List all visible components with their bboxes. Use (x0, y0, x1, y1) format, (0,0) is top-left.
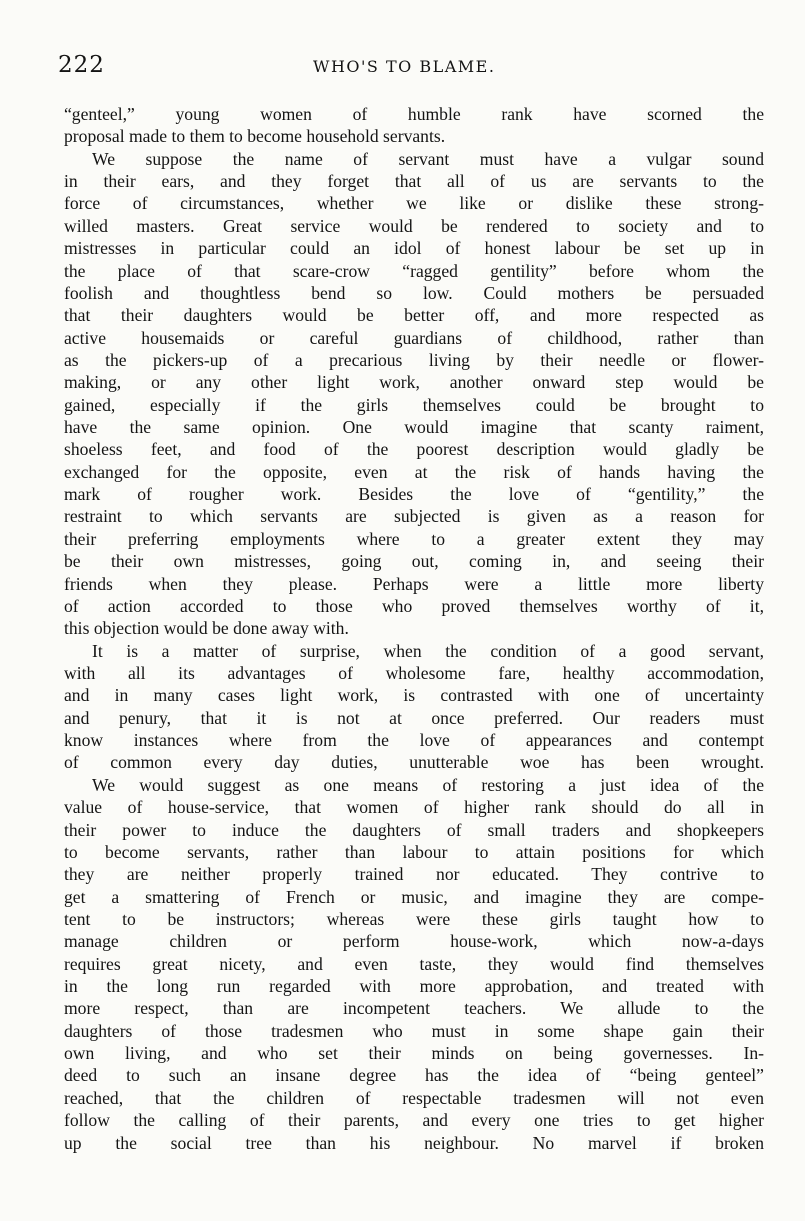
text-line: they are neither properly trained nor educated. They contrive to (64, 864, 764, 885)
text-line: mark of rougher work. Besides the love of “gentility,” the (64, 484, 764, 505)
text-line: making, or any other light work, another onward step would be (64, 372, 764, 393)
text-line: to become servants, rather than labour to attain positions for which (64, 841, 764, 862)
text-line: reached, that the children of respectable tradesmen will not even (64, 1087, 764, 1108)
text-line: mistresses in particular could an idol of honest labour be set up in (64, 238, 764, 259)
text-line: shoeless feet, and food of the poorest description would gladly be (64, 439, 764, 460)
text-line: We would suggest as one means of restoring a just idea of the (92, 774, 764, 795)
text-line: and in many cases light work, is contrasted with one of uncertainty (64, 685, 764, 706)
text-line: manage children or perform house-work, which now-a-days (64, 931, 764, 952)
text-line: their preferring employments where to a greater extent they may (64, 528, 764, 549)
text-line: value of house-service, that women of higher rank should do all in (64, 797, 764, 818)
text-line: daughters of those tradesmen who must in some shape gain their (64, 1020, 764, 1041)
running-head: WHO'S TO BLAME. (313, 57, 496, 76)
text-line: of action accorded to those who proved themselves worthy of it, (64, 595, 764, 616)
text-line: with all its advantages of wholesome fare, healthy accommodation, (64, 662, 764, 683)
text-line: know instances where from the love of appearances and contempt (64, 730, 764, 751)
text-line: have the same opinion. One would imagine that scanty raiment, (64, 417, 764, 438)
text-line: restraint to which servants are subjected is given as a reason for (64, 506, 764, 527)
text-line: follow the calling of their parents, and every one tries to get higher (64, 1110, 764, 1131)
text-line: deed to such an insane degree has the idea of “being genteel” (64, 1065, 764, 1086)
text-line: willed masters. Great service would be rendered to society and to (64, 215, 764, 236)
text-line: in the long run regarded with more approbation, and treated with (64, 976, 764, 997)
text-line: that their daughters would be better off, and more respected as (64, 305, 764, 326)
body-text (64, 103, 764, 1154)
text-line: foolish and thoughtless bend so low. Could mothers be persuaded (64, 282, 764, 303)
text-line: active housemaids or careful guardians of childhood, rather than (64, 327, 764, 348)
text-line: force of circumstances, whether we like or dislike these strong- (64, 193, 764, 214)
text-line: more respect, than are incompetent teachers. We allude to the (64, 998, 764, 1019)
text-line: proposal made to them to become household servants. (64, 126, 446, 147)
text-line: We suppose the name of servant must have a vulgar sound (92, 148, 764, 169)
text-line: exchanged for the opposite, even at the risk of hands having the (64, 461, 764, 482)
text-line: get a smattering of French or music, and imagine they are compe- (64, 886, 764, 907)
page-number: 222 (58, 52, 105, 78)
text-line: “genteel,” young women of humble rank have scorned the (64, 104, 764, 124)
text-line: friends when they please. Perhaps were a little more liberty (64, 573, 764, 594)
text-line: their power to induce the daughters of small traders and shopkeepers (64, 819, 764, 840)
text-line: as the pickers-up of a precarious living by their needle or flower- (64, 349, 764, 370)
text-line: of common every day duties, unutterable woe has been wrought. (64, 752, 764, 773)
text-line: own living, and who set their minds on being governesses. In- (64, 1043, 764, 1064)
text-line: requires great nicety, and even taste, they would find themselves (64, 953, 764, 974)
page-header (58, 52, 762, 82)
text-line: It is a matter of surprise, when the condition of a good servant, (92, 640, 764, 661)
text-line: up the social tree than his neighbour. No marvel if broken (64, 1132, 764, 1153)
text-line: the place of that scare-crow “ragged gentility” before whom the (64, 260, 764, 281)
text-line: tent to be instructors; whereas were these girls taught how to (64, 908, 764, 929)
text-line: be their own mistresses, going out, coming in, and seeing their (64, 551, 764, 572)
text-line: in their ears, and they forget that all of us are servants to the (64, 171, 764, 192)
text-line: gained, especially if the girls themselves could be brought to (64, 394, 764, 415)
text-line: this objection would be done away with. (64, 618, 349, 639)
text-line: and penury, that it is not at once preferred. Our readers must (64, 707, 764, 728)
